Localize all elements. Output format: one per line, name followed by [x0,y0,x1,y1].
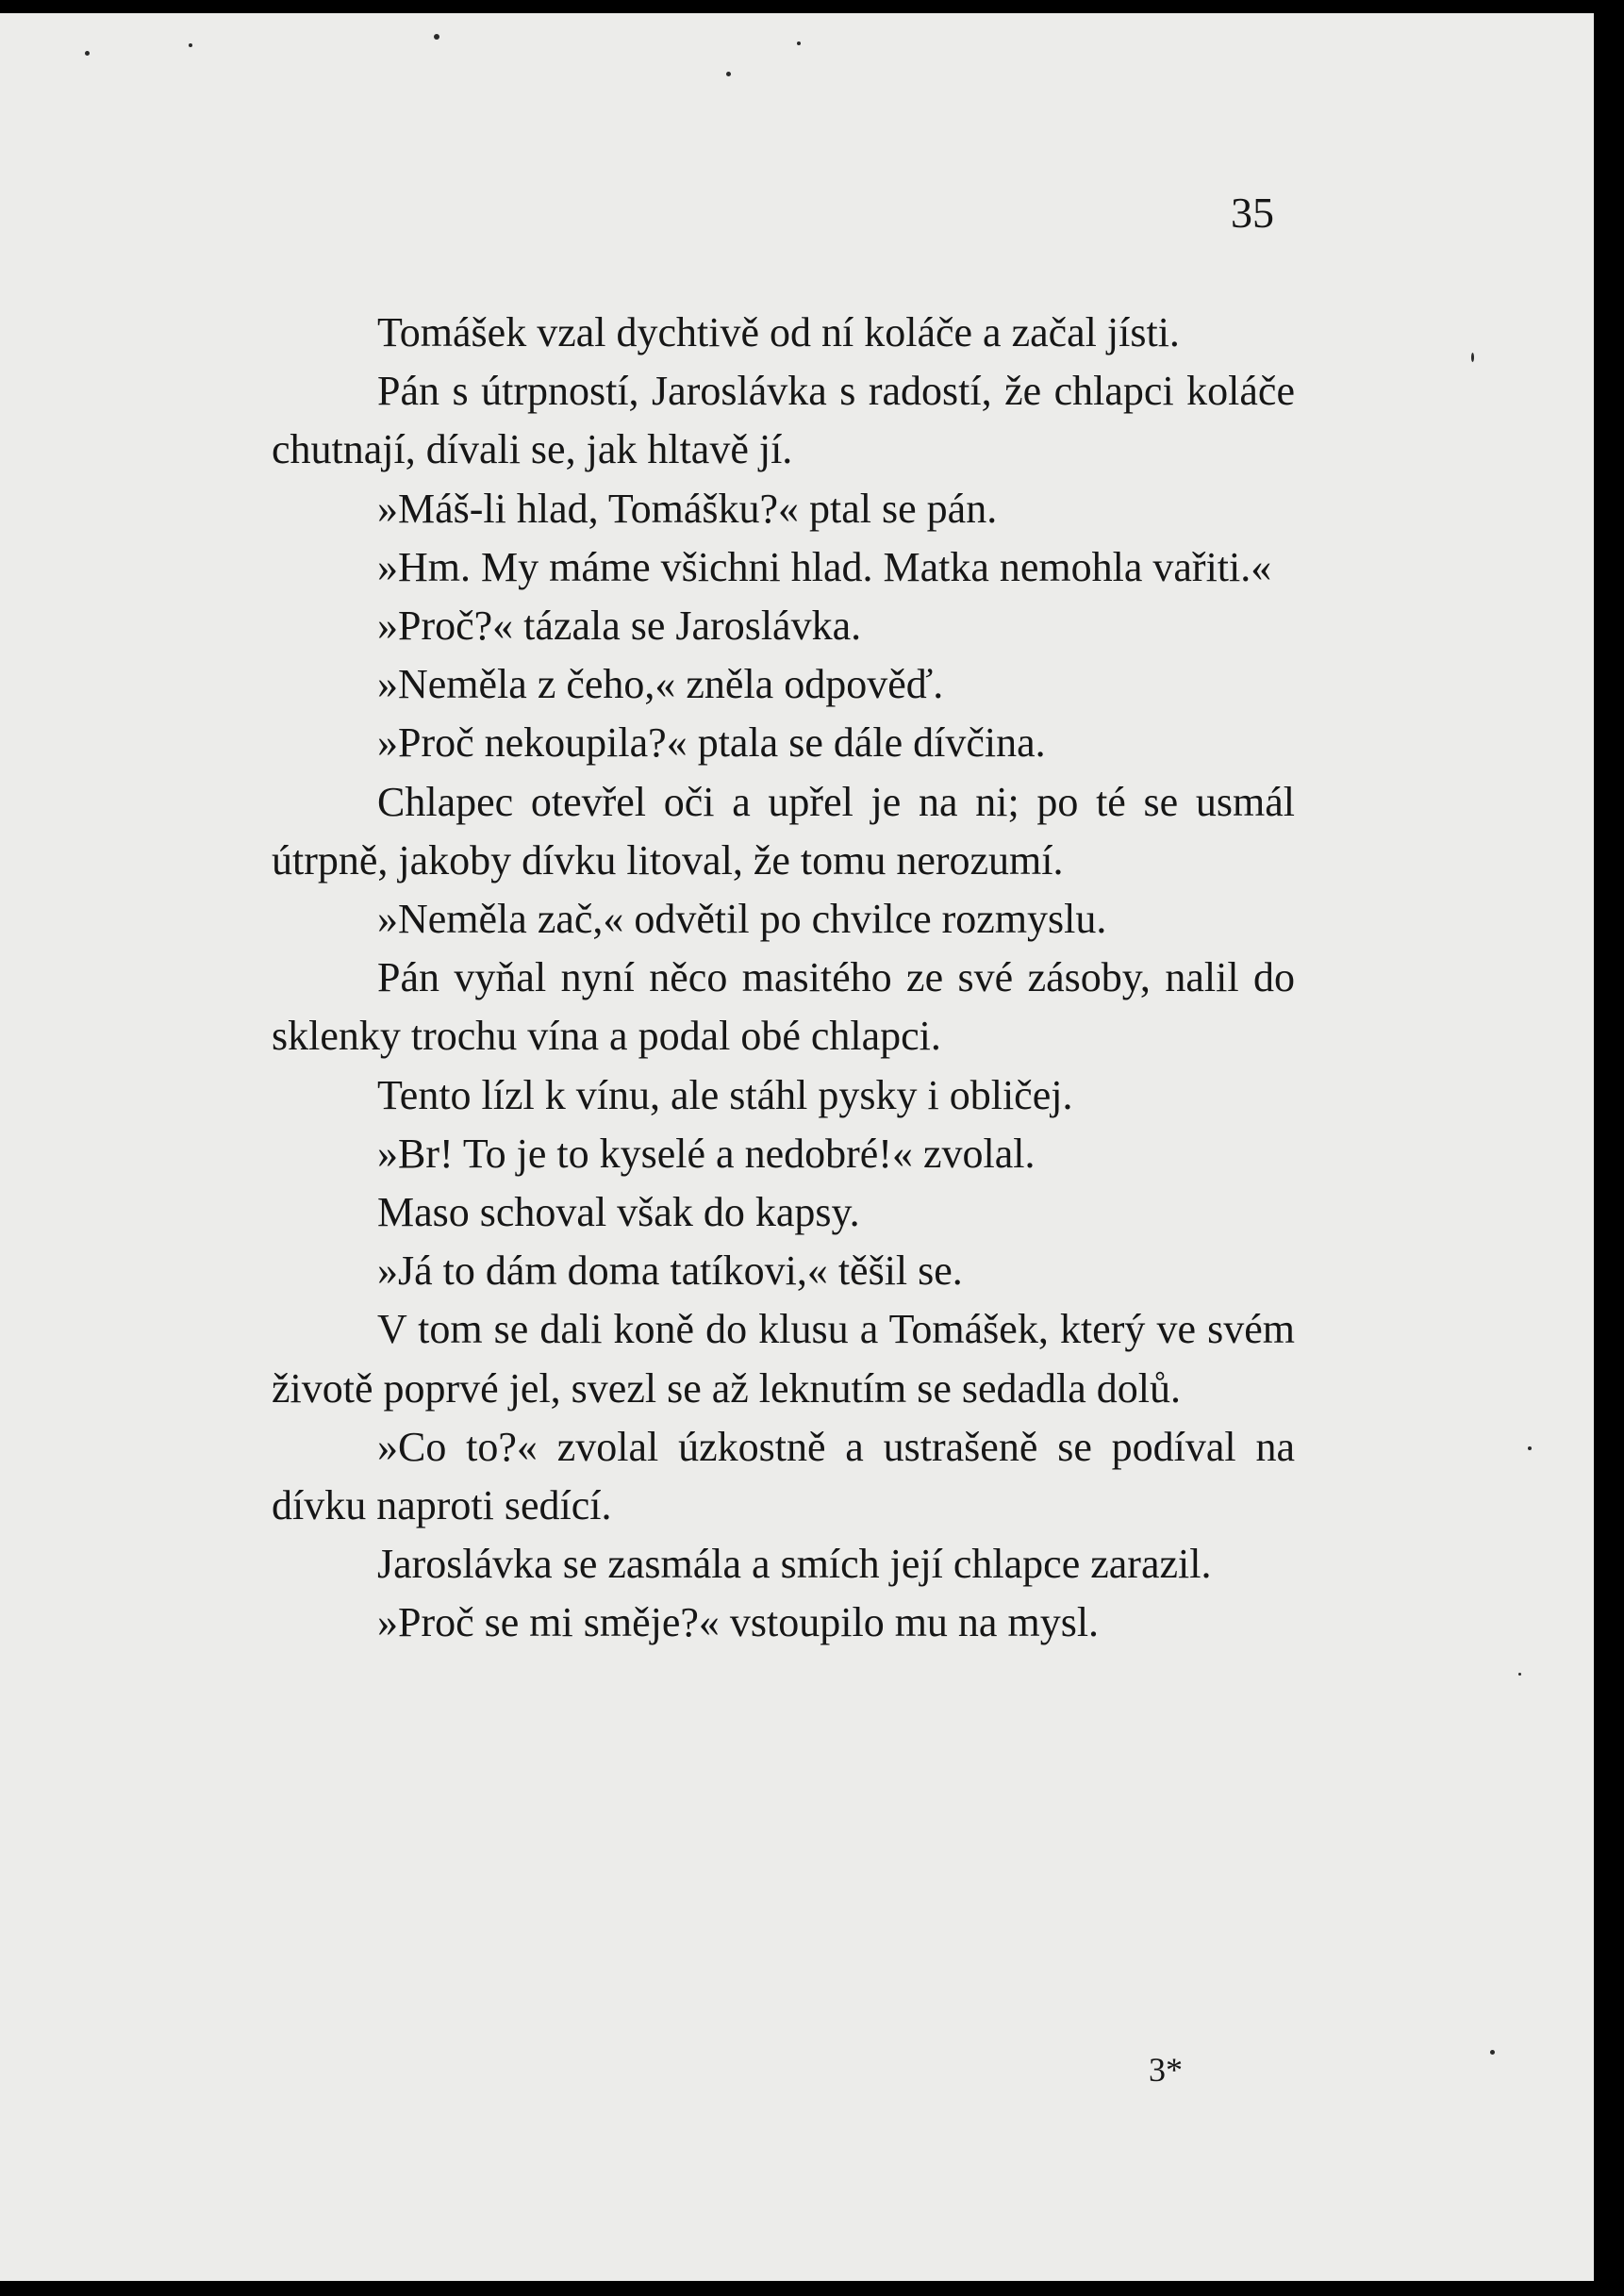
paragraph: »Já to dám doma tatíkovi,« těšil se. [377,1247,963,1295]
paragraph: V tom se dali koně do klusu a Tomášek, který ve svém životě poprvé jel, svezl se až leknutím se sedadla dolů. [272,1306,1295,1412]
dust-speck [1490,2050,1495,2055]
paragraph: »Co to?« zvolal úzkostně a ustrašeně se podíval na dívku naproti sedící. [272,1423,1295,1529]
paragraph: Tento lízl k vínu, ale stáhl pysky i obličej. [377,1071,1073,1118]
dust-speck [726,72,731,76]
dust-speck [1518,1673,1521,1676]
paragraph: Jaroslávka se zasmála a smích její chlapce zarazil. [377,1541,1212,1588]
paragraph: »Neměla z čeho,« zněla odpověď. [377,661,944,708]
paragraph: »Neměla zač,« odvětil po chvilce rozmyslu. [377,896,1107,943]
paragraph: »Proč?« tázala se Jaroslávka. [377,603,862,650]
dust-speck [189,43,192,47]
paragraph: Pán vyňal nyní něco masitého ze své zásoby, nalil do sklenky trochu vína a podal obé chlapci. [272,954,1295,1060]
dust-speck [434,34,439,40]
paragraph: »Hm. My máme všichni hlad. Matka nemohla vařiti.« [377,543,1272,590]
paragraph: Pán s útrpností, Jaroslávka s radostí, že chlapci koláče chutnají, dívali se, jak hltavě jí. [272,368,1295,473]
dust-speck [797,41,801,45]
paragraph: »Br! To je to kyselé a nedobré!« zvolal. [377,1130,1036,1177]
paragraph: »Proč se mi směje?« vstoupilo mu na mysl. [377,1599,1100,1646]
signature-mark: 3* [1149,2051,1183,2089]
body-text [272,304,1295,1653]
paragraph: »Proč nekoupila?« ptala se dále dívčina. [377,719,1046,767]
paper-sheet [0,13,1594,2281]
page-number: 35 [1231,189,1274,237]
paragraph: Tomášek vzal dychtivě od ní koláče a začal jísti. [377,309,1180,355]
dust-speck [85,51,90,56]
paragraph: »Máš-li hlad, Tomášku?« ptal se pán. [377,485,998,532]
paragraph: Maso schoval však do kapsy. [377,1189,860,1236]
dust-speck [1471,353,1474,362]
paragraph: Chlapec otevřel oči a upřel je na ni; po té se usmál útrpně, jakoby dívku litoval, že tomu nerozumí. [272,778,1295,884]
dust-speck [1528,1446,1532,1450]
